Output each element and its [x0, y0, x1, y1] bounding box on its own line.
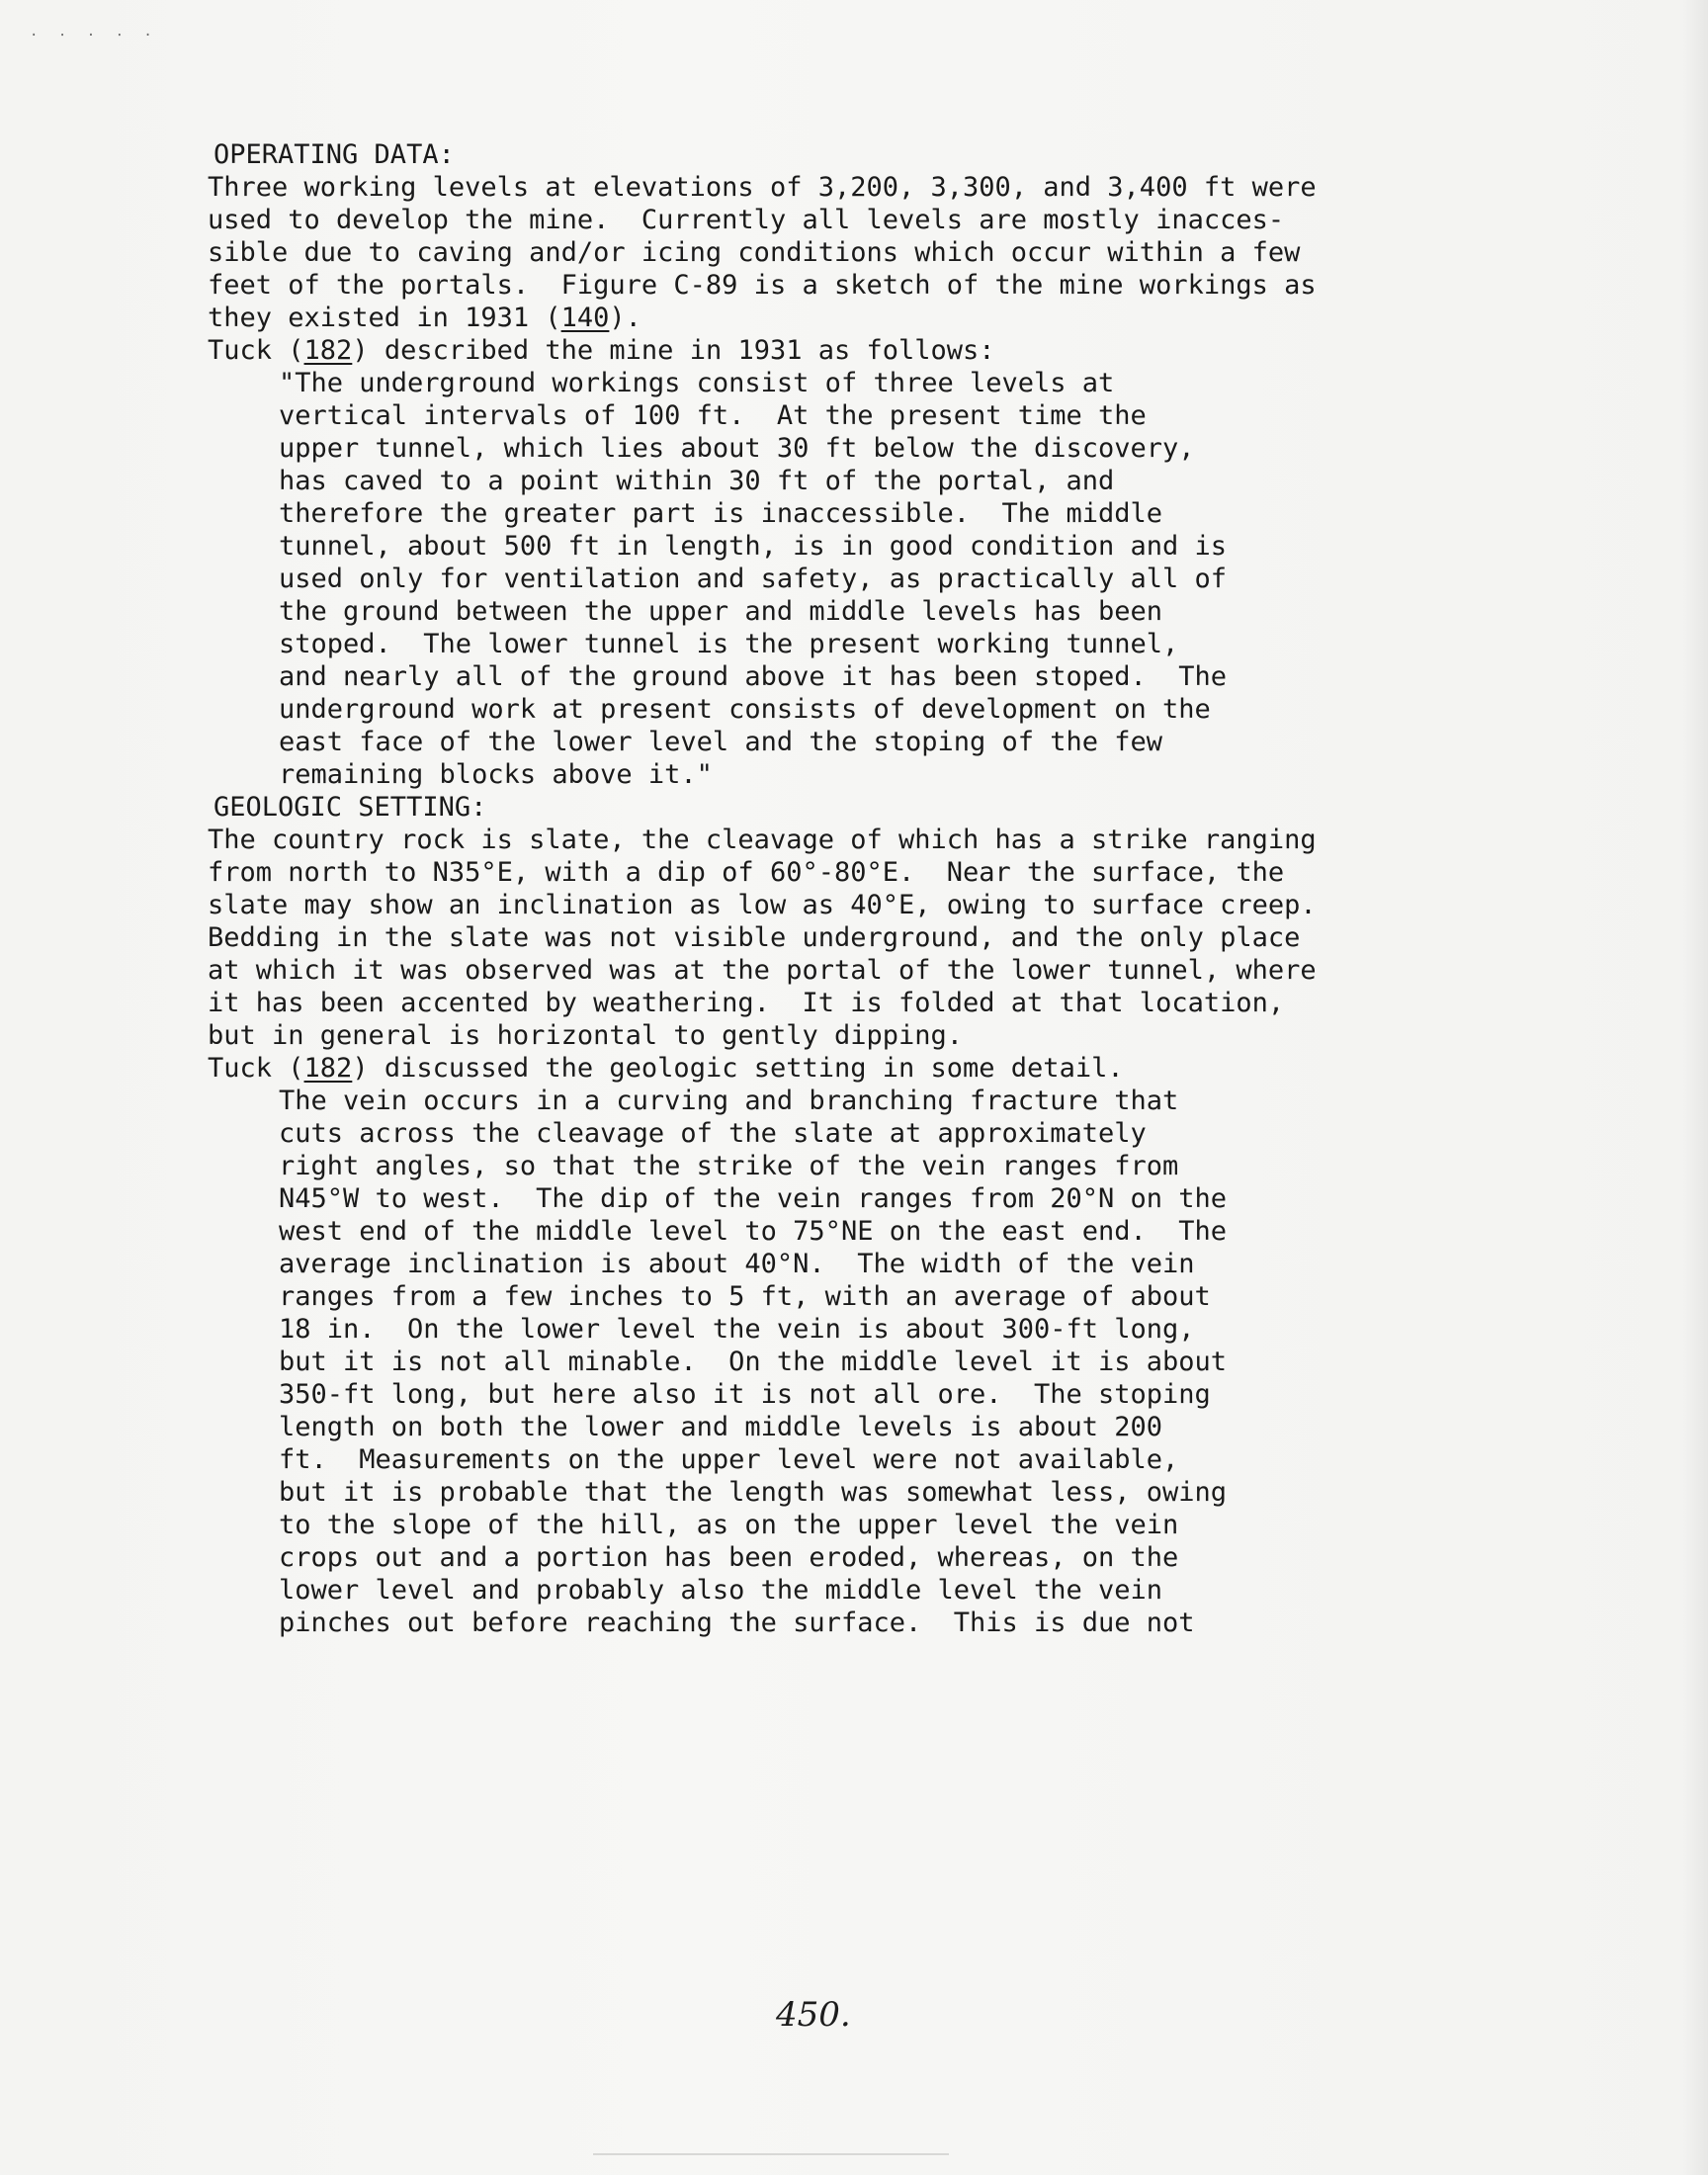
quote2-line-2: cuts across the cleavage of the slate at approximately	[279, 1118, 1147, 1149]
geologic-setting-paragraph	[208, 824, 1374, 1052]
tuck-quote-vein	[279, 1085, 1374, 1639]
reference-182: 182	[303, 335, 353, 366]
quote1-line-11: underground work at present consists of development on the	[279, 694, 1211, 725]
geologic-line-7: but in general is horizontal to gently dipping.	[208, 1020, 964, 1051]
quote1-line-3: upper tunnel, which lies about 30 ft below the discovery,	[279, 433, 1195, 464]
operating-line-5	[208, 302, 1374, 334]
quote2-line-12: ft. Measurements on the upper level were not available,	[279, 1444, 1179, 1475]
quote2-line-6: average inclination is about 40°N. The width of the vein	[279, 1249, 1195, 1279]
quote1-line-10: and nearly all of the ground above it has been stoped. The	[279, 661, 1228, 692]
quote2-line-14: to the slope of the hill, as on the upper level the vein	[279, 1510, 1179, 1540]
tuck-intro2-line	[208, 1052, 1374, 1085]
quote1-line-1: "The underground workings consist of three levels at	[279, 368, 1115, 398]
tuck-quote-workings	[279, 367, 1374, 791]
quote2-line-8: 18 in. On the lower level the vein is about 300-ft long,	[279, 1314, 1195, 1345]
document-body	[208, 138, 1374, 1639]
quote1-line-2: vertical intervals of 100 ft. At the present time the	[279, 400, 1147, 431]
quote1-line-8: the ground between the upper and middle levels has been	[279, 596, 1163, 627]
operating-line-2: used to develop the mine. Currently all levels are mostly inacces-	[208, 205, 1285, 235]
quote1-line-13: remaining blocks above it."	[279, 759, 713, 790]
scan-specks-decoration: · ⋅ · ⋅ ·	[30, 28, 158, 44]
tuck-intro-text: Tuck (	[208, 335, 304, 366]
quote1-line-5: therefore the greater part is inaccessible. The middle	[279, 498, 1163, 529]
tuck-intro-rest: ) described the mine in 1931 as follows:	[352, 335, 995, 366]
operating-line-4: feet of the portals. Figure C-89 is a sketch of the mine workings as	[208, 270, 1317, 301]
quote1-line-6: tunnel, about 500 ft in length, is in good condition and is	[279, 531, 1228, 562]
quote1-line-12: east face of the lower level and the stoping of the few	[279, 727, 1163, 757]
quote1-line-9: stoped. The lower tunnel is the present working tunnel,	[279, 629, 1179, 659]
quote1-line-7: used only for ventilation and safety, as practically all of	[279, 564, 1228, 594]
geologic-setting-heading: GEOLOGIC SETTING:	[214, 792, 487, 823]
geologic-line-5: at which it was observed was at the portal of the lower tunnel, where	[208, 955, 1317, 986]
tuck-intro-line	[208, 334, 1374, 367]
scan-shadow-edge	[1682, 0, 1708, 2175]
geologic-line-3: slate may show an inclination as low as 40°E, owing to surface creep.	[208, 890, 1317, 920]
quote2-line-16: lower level and probably also the middle level the vein	[279, 1575, 1163, 1606]
quote2-line-15: crops out and a portion has been eroded, whereas, on the	[279, 1542, 1179, 1573]
operating-last-close: ).	[609, 303, 641, 333]
quote2-line-1: The vein occurs in a curving and branching fracture that	[279, 1086, 1179, 1116]
quote2-line-10: 350-ft long, but here also it is not all ore. The stoping	[279, 1379, 1211, 1410]
geologic-line-1: The country rock is slate, the cleavage of which has a strike ranging	[208, 825, 1317, 855]
quote2-line-13: but it is probable that the length was somewhat less, owing	[279, 1477, 1228, 1508]
tuck-intro-2	[208, 1052, 1374, 1085]
reference-140: 140	[560, 303, 610, 333]
operating-data-heading: OPERATING DATA:	[214, 139, 455, 170]
geologic-line-2: from north to N35°E, with a dip of 60°-80°E. Near the surface, the	[208, 857, 1285, 888]
reference-182-second: 182	[303, 1053, 353, 1084]
operating-last-text: they existed in 1931 (	[208, 303, 561, 333]
quote2-line-5: west end of the middle level to 75°NE on the east end. The	[279, 1216, 1228, 1247]
quote1-line-4: has caved to a point within 30 ft of the portal, and	[279, 466, 1115, 496]
quote2-line-9: but it is not all minable. On the middle level it is about	[279, 1347, 1228, 1377]
quote2-line-17: pinches out before reaching the surface. This is due not	[279, 1608, 1195, 1638]
quote2-line-11: length on both the lower and middle levels is about 200	[279, 1412, 1163, 1442]
tuck-intro-1	[208, 334, 1374, 367]
tuck-intro2-rest: ) discussed the geologic setting in some detail.	[352, 1053, 1124, 1084]
quote2-line-4: N45°W to west. The dip of the vein ranges from 20°N on the	[279, 1183, 1228, 1214]
scan-bottom-artifact	[593, 2153, 949, 2155]
quote2-line-3: right angles, so that the strike of the vein ranges from	[279, 1151, 1179, 1181]
quote2-line-7: ranges from a few inches to 5 ft, with an average of about	[279, 1281, 1211, 1312]
geologic-line-6: it has been accented by weathering. It is folded at that location,	[208, 988, 1285, 1018]
handwritten-page-number: 450.	[776, 1995, 851, 2035]
operating-line-3: sible due to caving and/or icing conditions which occur within a few	[208, 237, 1301, 268]
operating-line-1: Three working levels at elevations of 3,200, 3,300, and 3,400 ft were	[208, 172, 1317, 203]
tuck-intro2-text: Tuck (	[208, 1053, 304, 1084]
operating-data-paragraph	[208, 171, 1374, 334]
geologic-line-4: Bedding in the slate was not visible underground, and the only place	[208, 922, 1301, 953]
